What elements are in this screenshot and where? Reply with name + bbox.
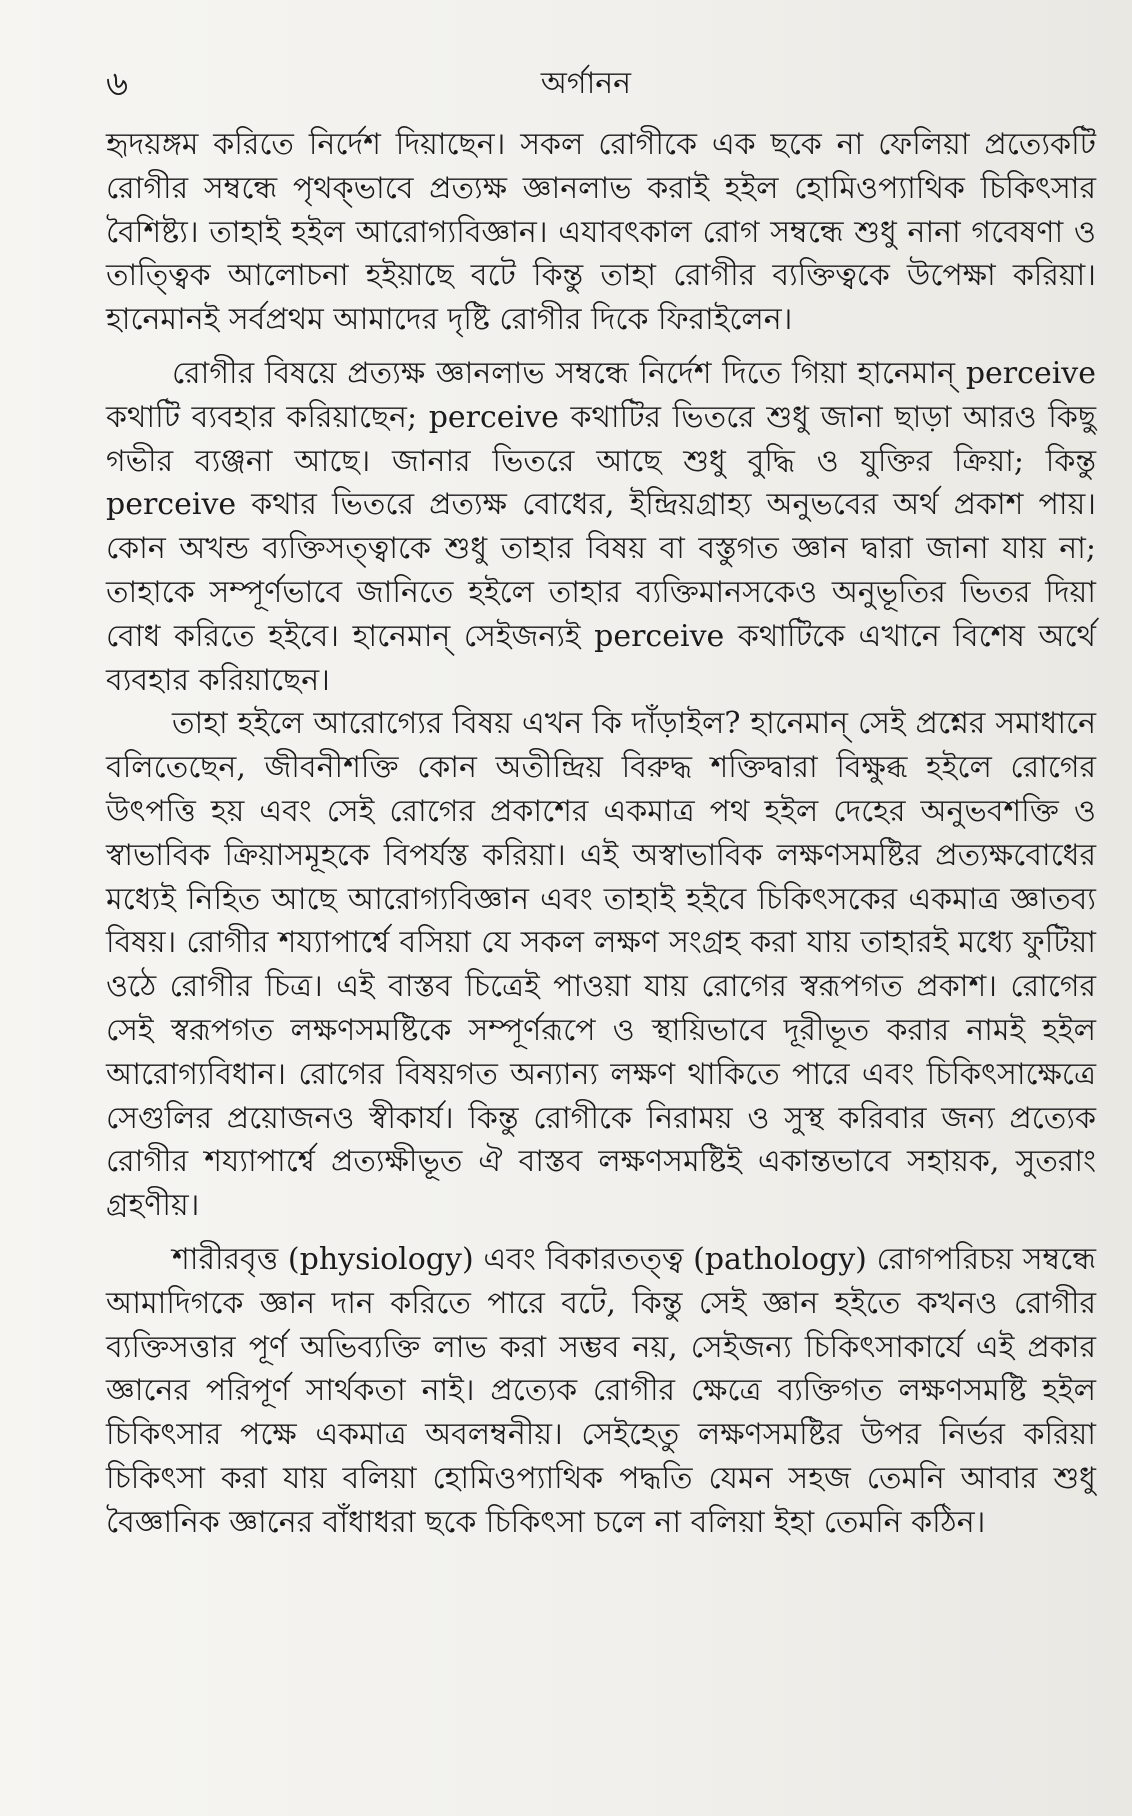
paragraph-4: শারীরবৃত্ত (physiology) এবং বিকারতত্ত্ব (pathology) রোগপরিচয় সম্বন্ধে আমাদিগকে জ্ঞান দান করিতে পারে বটে, কিন্তু সেই জ্ঞান হইতে কখনও রোগীর ব্যক্তিসত্তার পূর্ণ অভিব্যক্তি লাভ করা সম্ভব নয়, সেইজন্য চিকিৎসাকার্যে এই প্রকার জ্ঞানের পরিপূর্ণ সার্থকতা নাই। প্রত্যেক রোগীর ক্ষেত্রে ব্যক্তিগত লক্ষণসমষ্টি হইল চিকিৎসার পক্ষে একমাত্র অবলম্বনীয়। সেইহেতু লক্ষণসমষ্টির উপর নির্ভর করিয়া চিকিৎসা করা যায় বলিয়া হোমিওপ্যাথিক পদ্ধতি যেমন সহজ তেমনি আবার শুধু বৈজ্ঞানিক জ্ঞানের বাঁধাধরা ছকে চিকিৎসা চলে না বলিয়া ইহা তেমনি কঠিন। <box>106 1241 1096 1540</box>
paragraph-gap <box>106 342 1096 352</box>
page-number: ৬ <box>106 64 129 104</box>
running-header-title: অর্গানন <box>540 66 632 101</box>
paragraph-3: তাহা হইলে আরোগ্যের বিষয় এখন কি দাঁড়াইল? হানেমান্ সেই প্রশ্নের সমাধানে বলিতেছেন, জীবনীশক্তি কোন অতীন্দ্রিয় বিরুদ্ধ শক্তিদ্বারা বিক্ষুব্ধ হইলে রোগের উৎপত্তি হয় এবং সেই রোগের প্রকাশের একমাত্র পথ হইল দেহের অনুভবশক্তি ও স্বাভাবিক ক্রিয়াসমূহকে বিপর্যস্ত করিয়া। এই অস্বাভাবিক লক্ষণসমষ্টির প্রত্যক্ষবোধের মধ্যেই নিহিত আছে আরোগ্যবিজ্ঞান এবং তাহাই হইবে চিকিৎসকের একমাত্র জ্ঞাতব্য বিষয়। রোগীর শয্যাপার্শ্বে বসিয়া যে সকল লক্ষণ সংগ্রহ করা যায় তাহারই মধ্যে ফুটিয়া ওঠে রোগীর চিত্র। এই বাস্তব চিত্রেই পাওয়া যায় রোগের স্বরূপগত প্রকাশ। রোগের সেই স্বরূপগত লক্ষণসমষ্টিকে সম্পূর্ণরূপে ও স্থায়িভাবে দূরীভূত করার নামই হইল আরোগ্যবিধান। রোগের বিষয়গত অন্যান্য লক্ষণ থাকিতে পারে এবং চিকিৎসাক্ষেত্রে সেগুলির প্রয়োজনও স্বীকার্য। কিন্তু রোগীকে নিরাময় ও সুস্থ করিবার জন্য প্রত্যেক রোগীর শয্যাপার্শ্বে প্রত্যক্ষীভূত ঐ বাস্তব লক্ষণসমষ্টিই একান্তভাবে সহায়ক, সুতরাং গ্রহণীয়। <box>106 706 1096 1224</box>
paragraph-2: রোগীর বিষয়ে প্রত্যক্ষ জ্ঞানলাভ সম্বন্ধে নির্দেশ দিতে গিয়া হানেমান্ perceive কথাটি ব্যবহার করিয়াছেন; perceive কথাটির ভিতরে শুধু জানা ছাড়া আরও কিছু গভীর ব্যঞ্জনা আছে। জানার ভিতরে আছে শুধু বুদ্ধি ও যুক্তির ক্রিয়া; কিন্তু perceive কথার ভিতরে প্রত্যক্ষ বোধের, ইন্দ্রিয়গ্রাহ্য অনুভবের অর্থ প্রকাশ পায়। কোন অখন্ড ব্যক্তিসত্ত্বাকে শুধু তাহার বিষয় বা বস্তুগত জ্ঞান দ্বারা জানা যায় না; তাহাকে সম্পূর্ণভাবে জানিতে হইলে তাহার ব্যক্তিমানসকেও অনুভূতির ভিতর দিয়া বোধ করিতে হইবে। হানেমান্ সেইজন্যই perceive কথাটিকে এখানে বিশেষ অর্থে ব্যবহার করিয়াছেন। <box>106 355 1096 698</box>
paragraph-gap <box>106 1228 1096 1238</box>
body-text <box>106 123 1096 1545</box>
paragraph-1: হৃদয়ঙ্গম করিতে নির্দেশ দিয়াছেন। সকল রোগীকে এক ছকে না ফেলিয়া প্রত্যেকটি রোগীর সম্বন্ধে পৃথক্‌ভাবে প্রত্যক্ষ জ্ঞানলাভ করাই হইল হোমিওপ্যাথিক চিকিৎসার বৈশিষ্ট্য। তাহাই হইল আরোগ্যবিজ্ঞান। এযাবৎকাল রোগ সম্বন্ধে শুধু নানা গবেষণা ও তাত্ত্বিক আলোচনা হইয়াছে বটে কিন্তু তাহা রোগীর ব্যক্তিত্বকে উপেক্ষা করিয়া। হানেমানই সর্বপ্রথম আমাদের দৃষ্টি রোগীর দিকে ফিরাইলেন। <box>106 127 1096 338</box>
